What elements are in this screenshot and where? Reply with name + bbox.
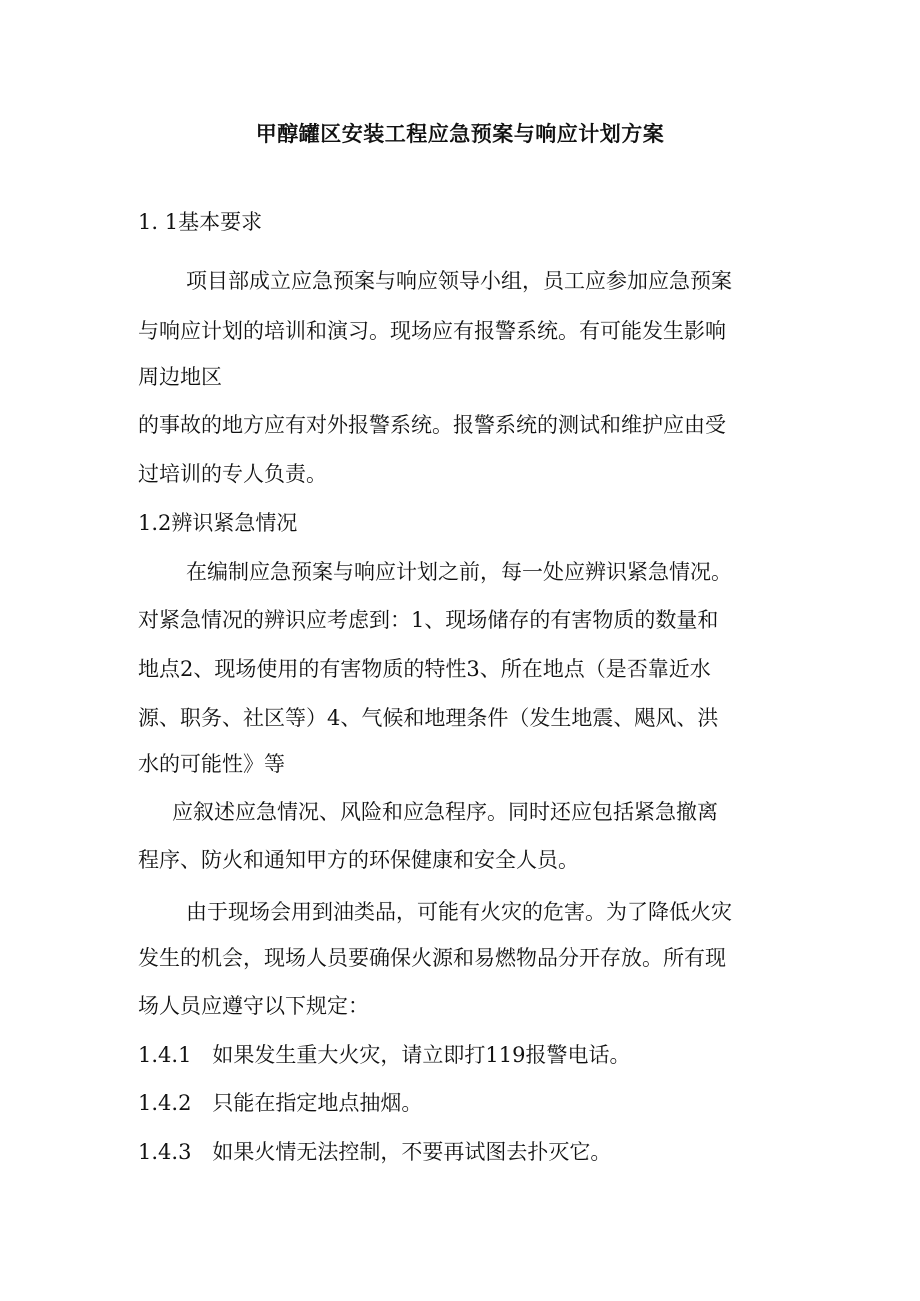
document-title: 甲醇罐区安装工程应急预案与响应计划方案: [255, 122, 665, 146]
section-1-1-line-2: 与响应计划的培训和演习。现场应有报警系统。有可能发生影响: [138, 319, 726, 343]
section-1-1-heading: 1. 1基本要求: [138, 210, 263, 234]
section-1-1-line-1: 项目部成立应急预案与响应领导小组，员工应参加应急预案: [186, 269, 732, 293]
section-1-2-p2-line-2: 程序、防火和通知甲方的环保健康和安全人员。: [138, 848, 579, 872]
section-1-2-p1-line-3: 地点2、现场使用的有害物质的特性3、所在地点（是否靠近水: [138, 657, 711, 681]
section-1-2-p1-line-2: 对紧急情况的辨识应考虑到：1、现场储存的有害物质的数量和: [138, 608, 719, 632]
section-1-2-heading: 1.2辨识紧急情况: [138, 511, 298, 535]
section-1-2-p2-line-1: 应叙述应急情况、风险和应急程序。同时还应包括紧急撤离: [172, 800, 718, 824]
section-1-2-p3-line-3: 场人员应遵守以下规定：: [138, 994, 369, 1018]
section-1-2-p3-line-2: 发生的机会，现场人员要确保火源和易燃物品分开存放。所有现: [138, 946, 726, 970]
rule-1-4-3: 1.4.3 如果火情无法控制，不要再试图去扑灭它。: [138, 1140, 612, 1164]
rule-1-4-2: 1.4.2 只能在指定地点抽烟。: [138, 1091, 423, 1115]
section-1-1-line-3: 周边地区: [138, 365, 222, 389]
section-1-2-p1-line-1: 在编制应急预案与响应计划之前，每一处应辨识紧急情况。: [186, 560, 732, 584]
rule-1-4-1: 1.4.1 如果发生重大火灾，请立即打119报警电话。: [138, 1043, 631, 1067]
section-1-2-p1-line-5: 水的可能性》等: [138, 752, 285, 776]
section-1-2-p3-line-1: 由于现场会用到油类品，可能有火灾的危害。为了降低火灾: [186, 900, 732, 924]
section-1-1-line-4: 的事故的地方应有对外报警系统。报警系统的测试和维护应由受: [138, 413, 726, 437]
section-1-2-p1-line-4: 源、职务、社区等）4、气候和地理条件（发生地震、飓风、洪: [138, 706, 719, 730]
section-1-1-line-5: 过培训的专人负责。: [138, 462, 327, 486]
